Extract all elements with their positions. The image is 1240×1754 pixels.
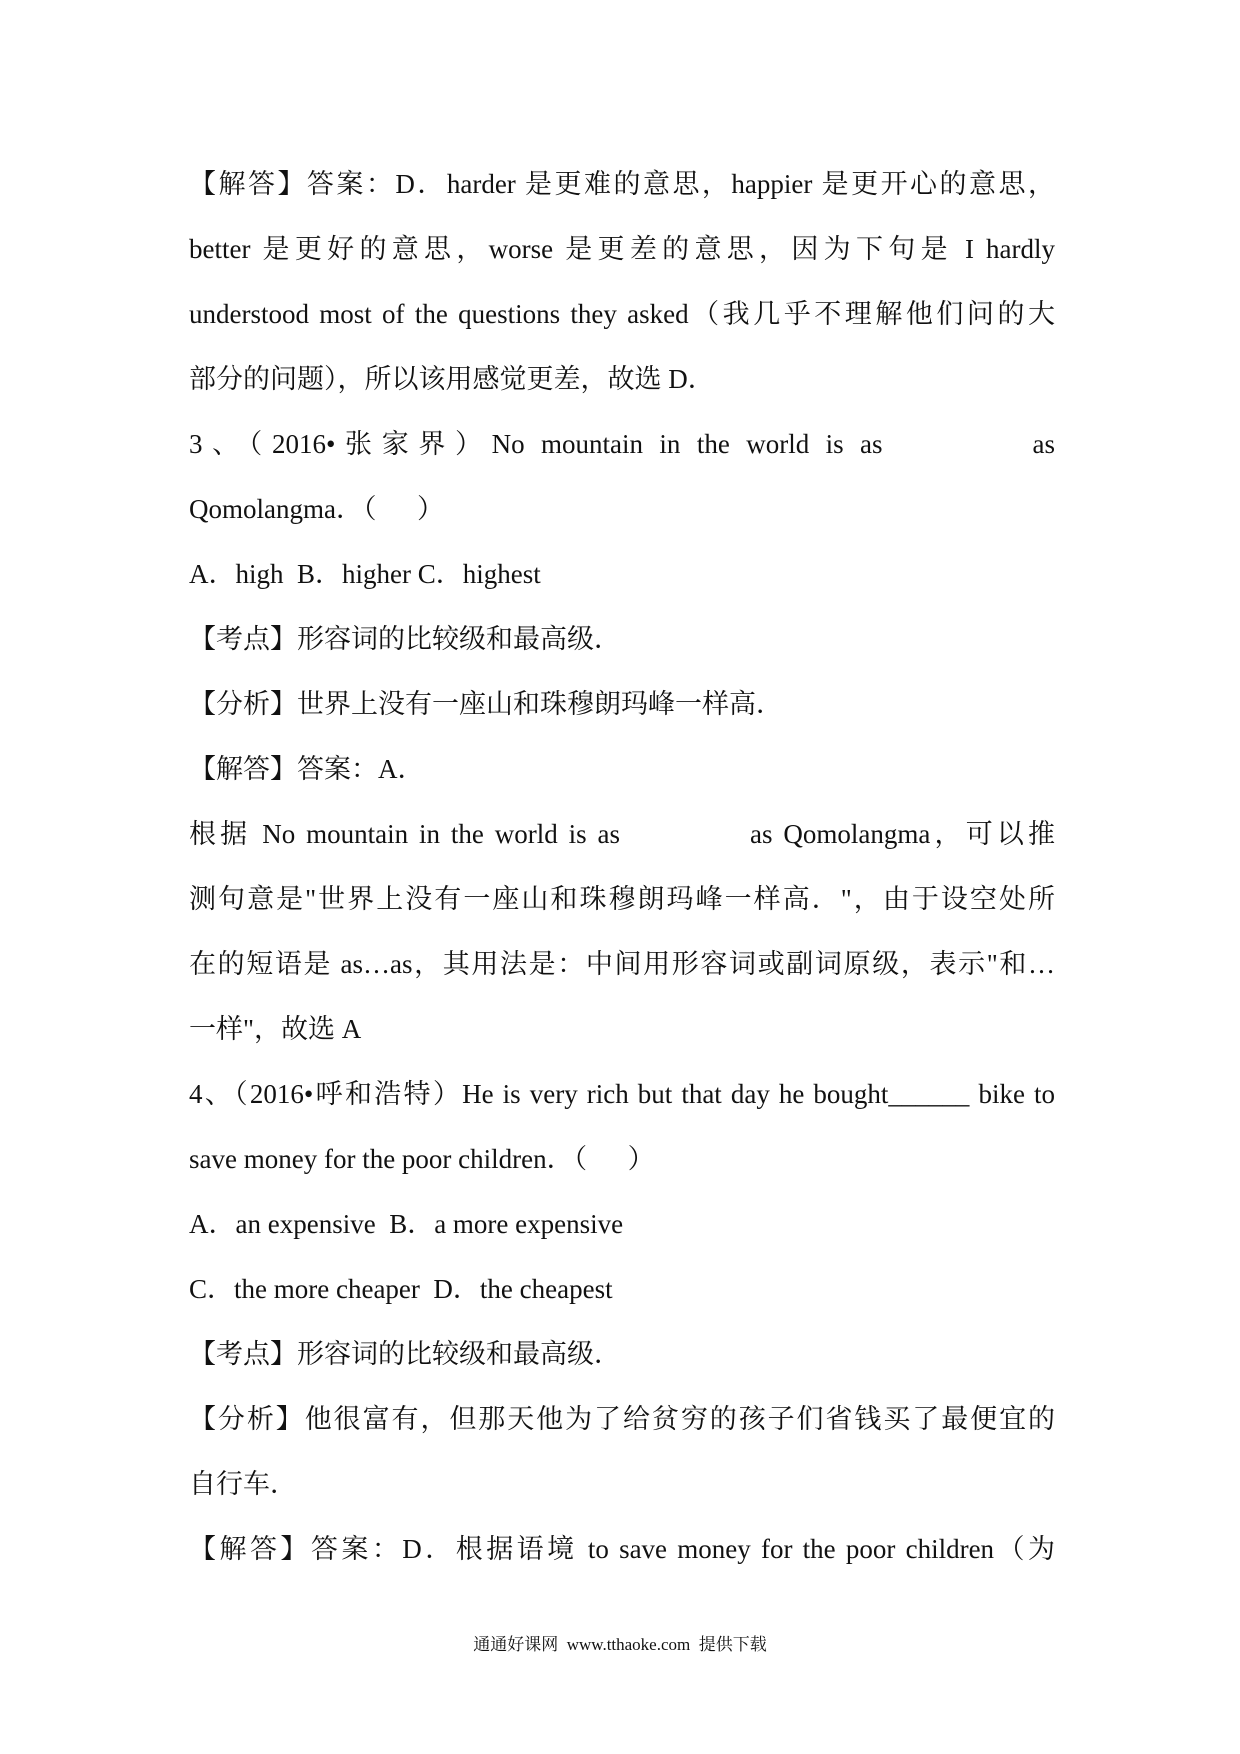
q4-stem-text: 4、（2016•呼和浩特）He is very rich but that day he bought______ bike to (189, 1079, 1055, 1109)
q2-answer-text: understood most of the questions they asked（我几乎不理解他们问的大 (189, 299, 1055, 329)
q3-options-text: A．high B．higher C．highest (189, 559, 541, 589)
q4-stem-line-1 (189, 1062, 1055, 1127)
q4-jieda-text: 【解答】答案：D．根据语境 to save money for the poor children（为 (189, 1534, 1055, 1564)
q4-jieda-line-1 (189, 1517, 1055, 1582)
q3-explain-text-before-blank: 根据 No mountain in the world is as (189, 819, 621, 849)
q3-options (189, 542, 1055, 607)
q4-stem-text: save money for the poor children．（ ） (189, 1144, 655, 1174)
q4-stem-line-2 (189, 1127, 1055, 1192)
q3-explain-blank (620, 842, 750, 843)
q4-fenxi-text: 自行车． (189, 1469, 297, 1499)
q3-explain-line-1 (189, 802, 1055, 867)
q2-answer-text: 【解答】答案：D．harder 是更难的意思，happier 是更开心的意思， (189, 169, 1055, 199)
q4-fenxi-text: 【分析】他很富有，但那天他为了给贫穷的孩子们省钱买了最便宜的 (189, 1404, 1055, 1434)
q3-explain-text: 一样"，故选 A (189, 1014, 362, 1044)
q3-stem-text-after-blank: as (1032, 429, 1055, 459)
q2-answer-line-2 (189, 217, 1055, 282)
q3-explain-line-3 (189, 932, 1055, 997)
q3-jieda (189, 737, 1055, 802)
q2-answer-text: better 是更好的意思，worse 是更差的意思，因为下句是 I hardly (189, 234, 1055, 264)
q4-fenxi-line-2 (189, 1452, 1055, 1517)
q2-answer-text: 部分的问题），所以该用感觉更差，故选 D． (189, 364, 715, 394)
q4-kaodian-text: 【考点】形容词的比较级和最高级． (189, 1339, 621, 1369)
q3-explain-text-after-blank: as Qomolangma，可以推 (750, 819, 1055, 849)
q2-answer-line-1 (189, 152, 1055, 217)
q3-jieda-text: 【解答】答案：A． (189, 754, 425, 784)
q3-fenxi-text: 【分析】世界上没有一座山和珠穆朗玛峰一样高． (189, 689, 783, 719)
q3-explain-text: 在的短语是 as…as，其用法是：中间用形容词或副词原级，表示"和… (189, 949, 1055, 979)
q2-answer-line-4 (189, 347, 1055, 412)
q2-answer-line-3 (189, 282, 1055, 347)
q3-blank (883, 452, 1033, 453)
q3-fenxi (189, 672, 1055, 737)
document-page (189, 152, 1055, 1582)
q3-kaodian (189, 607, 1055, 672)
q4-options-text: A．an expensive B．a more expensive (189, 1209, 624, 1239)
q4-options-line-1 (189, 1192, 1055, 1257)
q3-explain-line-2 (189, 867, 1055, 932)
page-footer: 通通好课网 www.tthaoke.com 提供下载 (473, 1635, 767, 1654)
q3-stem-text-before-blank: 3、（2016•张家界）No mountain in the world is as (189, 429, 883, 459)
q3-kaodian-text: 【考点】形容词的比较级和最高级． (189, 624, 621, 654)
q3-stem-line-1 (189, 412, 1055, 477)
q4-fenxi-line-1 (189, 1387, 1055, 1452)
q4-options-line-2 (189, 1257, 1055, 1322)
q3-stem-line-2 (189, 477, 1055, 542)
q3-stem-text: Qomolangma．（ ） (189, 494, 444, 524)
q3-explain-text: 测句意是"世界上没有一座山和珠穆朗玛峰一样高．"，由于设空处所 (189, 884, 1055, 914)
q4-kaodian (189, 1322, 1055, 1387)
q4-options-text: C．the more cheaper D．the cheapest (189, 1274, 613, 1304)
q3-explain-line-4 (189, 997, 1055, 1062)
